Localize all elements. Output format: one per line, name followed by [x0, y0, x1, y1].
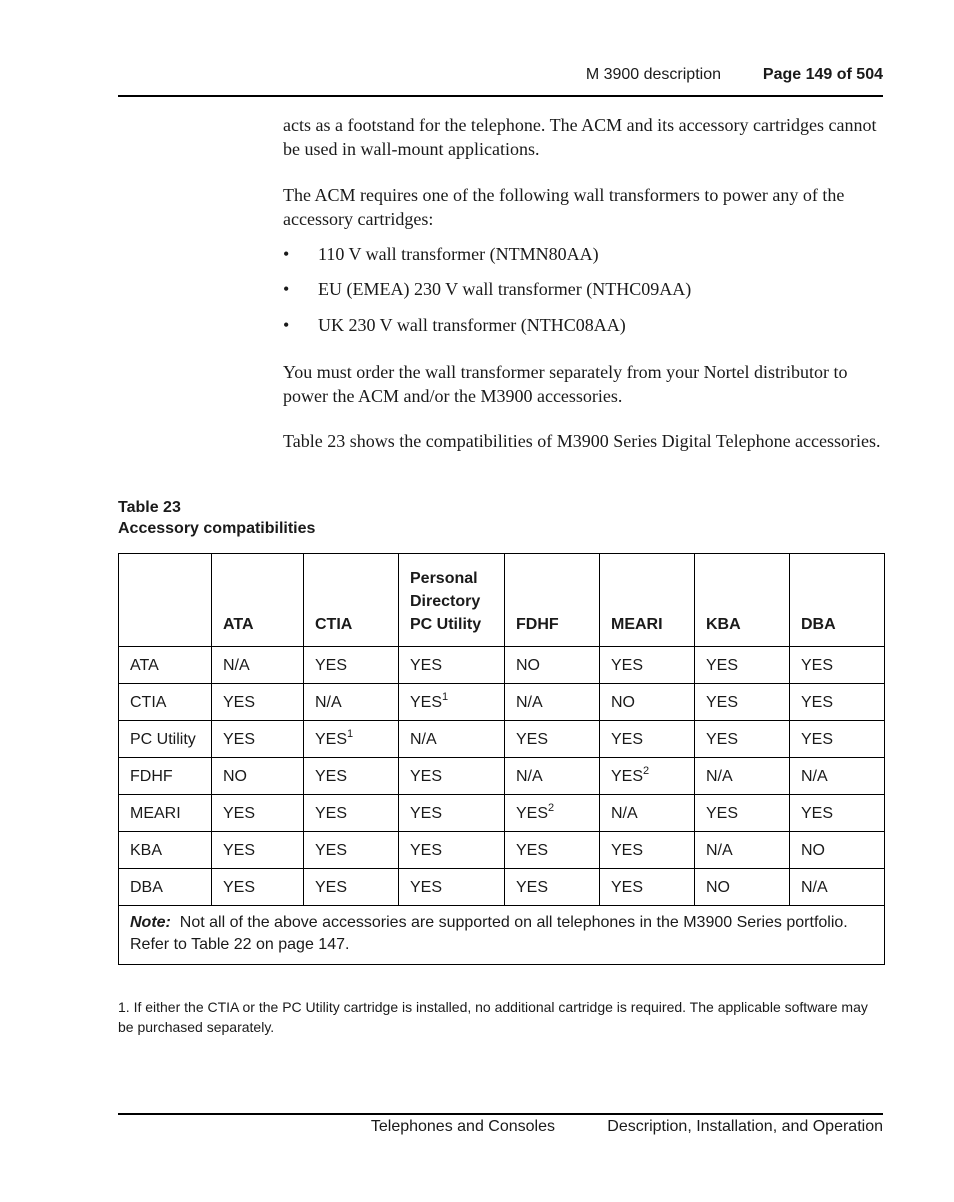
cell-value: N/A — [801, 768, 828, 785]
cell-value: YES — [315, 805, 348, 822]
table-cell — [304, 869, 399, 906]
page-number: Page 149 of 504 — [762, 66, 883, 83]
cell-value: YES — [706, 805, 739, 822]
table-cell — [399, 869, 505, 906]
table-cell — [212, 832, 304, 869]
cell-value: YES — [223, 731, 256, 748]
table-cell — [695, 721, 790, 758]
cell-value: NO — [611, 694, 635, 711]
cell-value: YES — [516, 879, 549, 896]
cell-value: YES — [223, 842, 256, 859]
table-row — [119, 869, 885, 906]
cell-value: YES — [410, 694, 443, 711]
column-header: CTIA — [304, 554, 399, 647]
cell-value: YES — [706, 731, 739, 748]
table-cell — [600, 684, 695, 721]
table-body — [119, 647, 885, 906]
table-cell — [505, 795, 600, 832]
cell-value: YES — [410, 657, 443, 674]
footer-rule — [118, 1113, 883, 1115]
column-header: Personal Directory PC Utility — [399, 554, 505, 647]
cell-value: N/A — [706, 768, 733, 785]
table-row — [119, 647, 885, 684]
column-header: DBA — [790, 554, 885, 647]
cell-value: YES — [315, 657, 348, 674]
table-cell — [695, 684, 790, 721]
table-cell — [212, 721, 304, 758]
table-cell — [600, 721, 695, 758]
table-cell — [212, 795, 304, 832]
footer-right: Description, Installation, and Operation — [607, 1118, 883, 1135]
column-header: FDHF — [505, 554, 600, 647]
table-cell — [399, 647, 505, 684]
list-item: • EU (EMEA) 230 V wall transformer (NTHC09AA) — [283, 279, 692, 299]
cell-value: YES — [223, 694, 256, 711]
row-label: PC Utility — [119, 721, 212, 758]
table-cell — [304, 721, 399, 758]
cell-value: YES — [611, 879, 644, 896]
cell-value: YES — [611, 842, 644, 859]
table-cell — [505, 832, 600, 869]
paragraph-order-transformer: You must order the wall transformer separately from your Nortel distributor to power the ACM and/or the M3900 accessories. — [283, 362, 848, 406]
table-caption — [118, 497, 315, 539]
table-cell — [600, 869, 695, 906]
paragraph-table-reference: Table 23 shows the compatibilities of M3900 Series Digital Telephone accessories. — [283, 431, 881, 451]
column-header — [119, 554, 212, 647]
table-cell — [399, 795, 505, 832]
table-row — [119, 684, 885, 721]
cell-value: NO — [516, 657, 540, 674]
row-label: DBA — [119, 869, 212, 906]
table-number: Table 23 — [118, 499, 181, 516]
footnote-marker: 1 — [347, 727, 354, 740]
bullet-marker: • — [283, 279, 290, 299]
note-label: Note: — [130, 914, 171, 931]
note-text: Not all of the above accessories are supported on all telephones in the M3900 Series portfolio. Refer to Table 22 on page 147. — [130, 914, 848, 953]
bullet-marker: • — [283, 244, 290, 264]
page-header — [118, 66, 883, 86]
paragraph-footstand: acts as a footstand for the telephone. The ACM and its accessory cartridges cannot be used in wall-mount applications. — [283, 115, 877, 159]
cell-value: YES — [410, 842, 443, 859]
table-cell — [399, 684, 505, 721]
cell-value: NO — [706, 879, 730, 896]
table-cell — [695, 869, 790, 906]
cell-value: YES — [410, 805, 443, 822]
table-header-row — [119, 554, 885, 647]
cell-value: YES — [223, 805, 256, 822]
column-header: ATA — [212, 554, 304, 647]
table-cell — [505, 684, 600, 721]
table-cell — [212, 684, 304, 721]
table-cell — [304, 647, 399, 684]
cell-value: YES — [801, 805, 834, 822]
row-label: ATA — [119, 647, 212, 684]
bullet-marker: • — [283, 315, 290, 335]
table-cell — [212, 758, 304, 795]
cell-value: N/A — [516, 694, 543, 711]
cell-value: N/A — [611, 805, 638, 822]
table-note — [119, 906, 885, 965]
footer-left: Telephones and Consoles — [370, 1118, 555, 1135]
cell-value: N/A — [706, 842, 733, 859]
column-header: MEARI — [600, 554, 695, 647]
table-cell — [600, 758, 695, 795]
table-cell — [505, 869, 600, 906]
table-cell — [600, 647, 695, 684]
cell-value: YES — [801, 657, 834, 674]
footnote-marker: 2 — [548, 801, 555, 814]
cell-value: NO — [223, 768, 247, 785]
cell-value: YES — [410, 879, 443, 896]
cell-value: N/A — [223, 657, 250, 674]
cell-value: N/A — [315, 694, 342, 711]
cell-value: YES — [315, 879, 348, 896]
table-title: Accessory compatibilities — [118, 520, 316, 537]
footnote: 1. If either the CTIA or the PC Utility cartridge is installed, no additional cartridge is required. The applicable software may be purchased separately. — [118, 999, 868, 1035]
list-item: • 110 V wall transformer (NTMN80AA) — [283, 244, 599, 264]
cell-value: YES — [516, 805, 549, 822]
table-cell — [505, 758, 600, 795]
table-cell — [790, 758, 885, 795]
table-cell — [695, 795, 790, 832]
cell-value: YES — [223, 879, 256, 896]
table-cell — [399, 721, 505, 758]
cell-value: YES — [706, 657, 739, 674]
table-cell — [790, 684, 885, 721]
list-item: • UK 230 V wall transformer (NTHC08AA) — [283, 315, 626, 335]
paragraph-acm-requires: The ACM requires one of the following wall transformers to power any of the accessory cartridges: — [283, 185, 845, 229]
cell-value: YES — [611, 731, 644, 748]
row-label: MEARI — [119, 795, 212, 832]
cell-value: N/A — [801, 879, 828, 896]
table-cell — [600, 832, 695, 869]
cell-value: YES — [706, 694, 739, 711]
row-label: CTIA — [119, 684, 212, 721]
cell-value: YES — [516, 731, 549, 748]
cell-value: YES — [410, 768, 443, 785]
cell-value: YES — [611, 657, 644, 674]
cell-value: N/A — [410, 731, 437, 748]
table-row — [119, 832, 885, 869]
table-row — [119, 795, 885, 832]
footnote-marker: 2 — [643, 764, 650, 777]
table-cell — [212, 647, 304, 684]
table-cell — [399, 758, 505, 795]
row-label: FDHF — [119, 758, 212, 795]
table-cell — [399, 832, 505, 869]
table-cell — [505, 647, 600, 684]
footnote-marker: 1 — [442, 690, 449, 703]
table-cell — [600, 795, 695, 832]
cell-value: YES — [801, 731, 834, 748]
table-cell — [695, 832, 790, 869]
cell-value: YES — [315, 768, 348, 785]
table-cell — [790, 832, 885, 869]
table-cell — [304, 684, 399, 721]
table-cell — [695, 647, 790, 684]
table-cell — [695, 758, 790, 795]
table-cell — [304, 758, 399, 795]
header-rule — [118, 95, 883, 97]
row-label: KBA — [119, 832, 212, 869]
table-row — [119, 758, 885, 795]
cell-value: YES — [801, 694, 834, 711]
table-cell — [304, 795, 399, 832]
doc-title: M 3900 description — [585, 66, 721, 83]
compatibility-table — [118, 553, 885, 965]
table-note-row — [119, 906, 885, 965]
table-cell — [212, 869, 304, 906]
cell-value: YES — [315, 731, 348, 748]
table-cell — [505, 721, 600, 758]
table-cell — [790, 721, 885, 758]
cell-value: N/A — [516, 768, 543, 785]
table-cell — [790, 647, 885, 684]
table-row — [119, 721, 885, 758]
table-cell — [790, 869, 885, 906]
table-cell — [304, 832, 399, 869]
column-header: KBA — [695, 554, 790, 647]
page-footer — [118, 1118, 883, 1138]
table-cell — [790, 795, 885, 832]
cell-value: YES — [516, 842, 549, 859]
cell-value: YES — [315, 842, 348, 859]
cell-value: YES — [611, 768, 644, 785]
cell-value: NO — [801, 842, 825, 859]
